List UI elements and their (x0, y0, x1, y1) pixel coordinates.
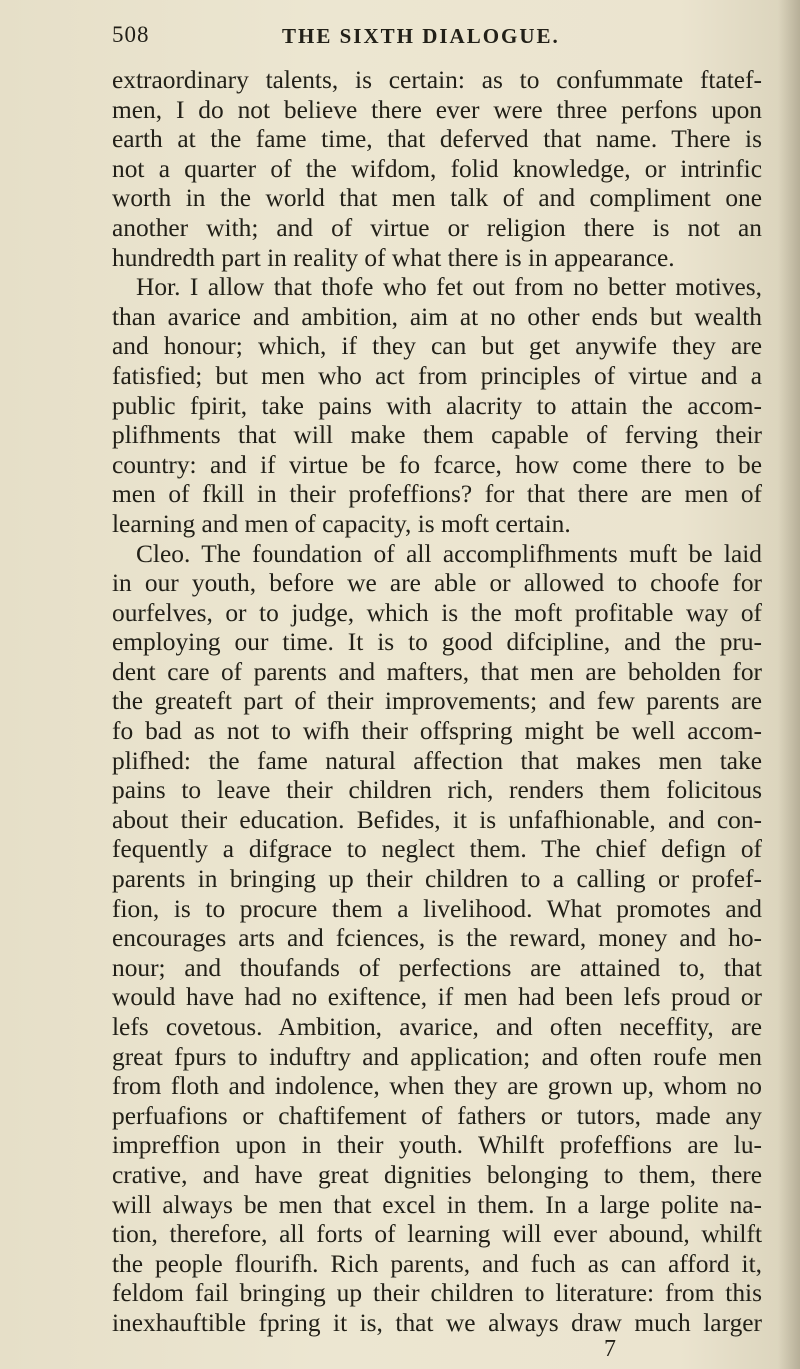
text-line: worth in the world that men talk of and compliment one (112, 184, 762, 213)
text-line: fatisfied; but men who act from principles of virtue and a (112, 361, 762, 390)
text-line: parents in bringing up their children to a calling or profef- (112, 865, 762, 894)
text-line: the greateft part of their improvements; and few parents are (112, 687, 762, 716)
page-number: 508 (112, 22, 150, 47)
text-line: will always be men that excel in them. In a large polite na- (112, 1190, 762, 1219)
text-line: great fpurs to induftry and application; and often roufe men (112, 1042, 762, 1071)
text-line: country: and if virtue be fo fcarce, how come there to be (112, 450, 762, 479)
text-line: encourages arts and fciences, is the reward, money and ho- (112, 924, 762, 953)
text-line: and honour; which, if they can but get anywife they are (112, 332, 762, 361)
text-line: tion, therefore, all forts of learning will ever abound, whilft (112, 1220, 762, 1249)
text-line: lefs covetous. Ambition, avarice, and often neceffity, are (112, 1013, 762, 1041)
text-line: pains to leave their children rich, renders them folicitous (112, 776, 762, 805)
text-line: inexhauftible fpring it is, that we always draw much larger (112, 1308, 762, 1337)
text-line: plifhed: the fame natural affection that makes men take (112, 746, 762, 775)
text-line: would have had no exiftence, if men had been lefs proud or (112, 983, 762, 1012)
text-line: in our youth, before we are able or allowed to choofe for (112, 569, 762, 598)
text-line: extraordinary talents, is certain: as to confummate ftatef- (112, 66, 762, 94)
text-line: Cleo. The foundation of all accomplifhments muft be laid (136, 539, 762, 568)
text-line: public fpirit, take pains with alacrity to attain the accom- (112, 391, 762, 420)
text-line: fequently a difgrace to neglect them. The chief defign of (112, 835, 762, 864)
text-line: feldom fail bringing up their children to literature: from this (112, 1279, 762, 1308)
text-line: men, I do not believe there ever were three perfons upon (112, 95, 762, 124)
text-line: earth at the fame time, that deferved that name. There is (112, 125, 762, 154)
text-line: impreffion upon in their youth. Whilft profeffions are lu- (112, 1131, 762, 1160)
text-line: nour; and thoufands of perfections are attained to, that (112, 953, 762, 982)
text-line: not a quarter of the wifdom, folid knowledge, or intrinfic (112, 154, 762, 183)
text-line: perfuafions or chaftifement of fathers or tutors, made any (112, 1101, 762, 1130)
text-line: crative, and have great dignities belonging to them, there (112, 1160, 762, 1189)
running-title: THE SIXTH DIALOGUE. (282, 24, 560, 48)
text-line: fo bad as not to wifh their offspring might be well accom- (112, 717, 762, 746)
text-line: learning and men of capacity, is moft certain. (112, 509, 571, 538)
text-line: ourfelves, or to judge, which is the moft profitable way of (112, 598, 762, 627)
text-line: men of fkill in their profeffions? for that there are men of (112, 480, 762, 509)
text-line: another with; and of virtue or religion there is not an (112, 213, 762, 242)
text-line: fion, is to procure them a livelihood. What promotes and (112, 894, 762, 923)
running-head (112, 22, 732, 58)
text-line: from floth and indolence, when they are grown up, whom no (112, 1072, 762, 1101)
text-line: than avarice and ambition, aim at no other ends but wealth (112, 302, 762, 331)
text-line: Hor. I allow that thofe who fet out from no better motives, (136, 273, 762, 302)
text-line: plifhments that will make them capable of ferving their (112, 421, 762, 450)
text-line: hundredth part in reality of what there is in appearance. (112, 243, 675, 272)
body-text (112, 66, 762, 1339)
text-line: dent care of parents and mafters, that men are beholden for (112, 657, 762, 686)
text-line: employing our time. It is to good difcipline, and the pru- (112, 628, 762, 657)
text-line: the people flourifh. Rich parents, and fuch as can afford it, (112, 1249, 762, 1278)
signature-mark: 7 (604, 1336, 616, 1362)
page-edge-shadow (778, 0, 800, 1369)
text-line: about their education. Befides, it is unfafhionable, and con- (112, 805, 762, 834)
